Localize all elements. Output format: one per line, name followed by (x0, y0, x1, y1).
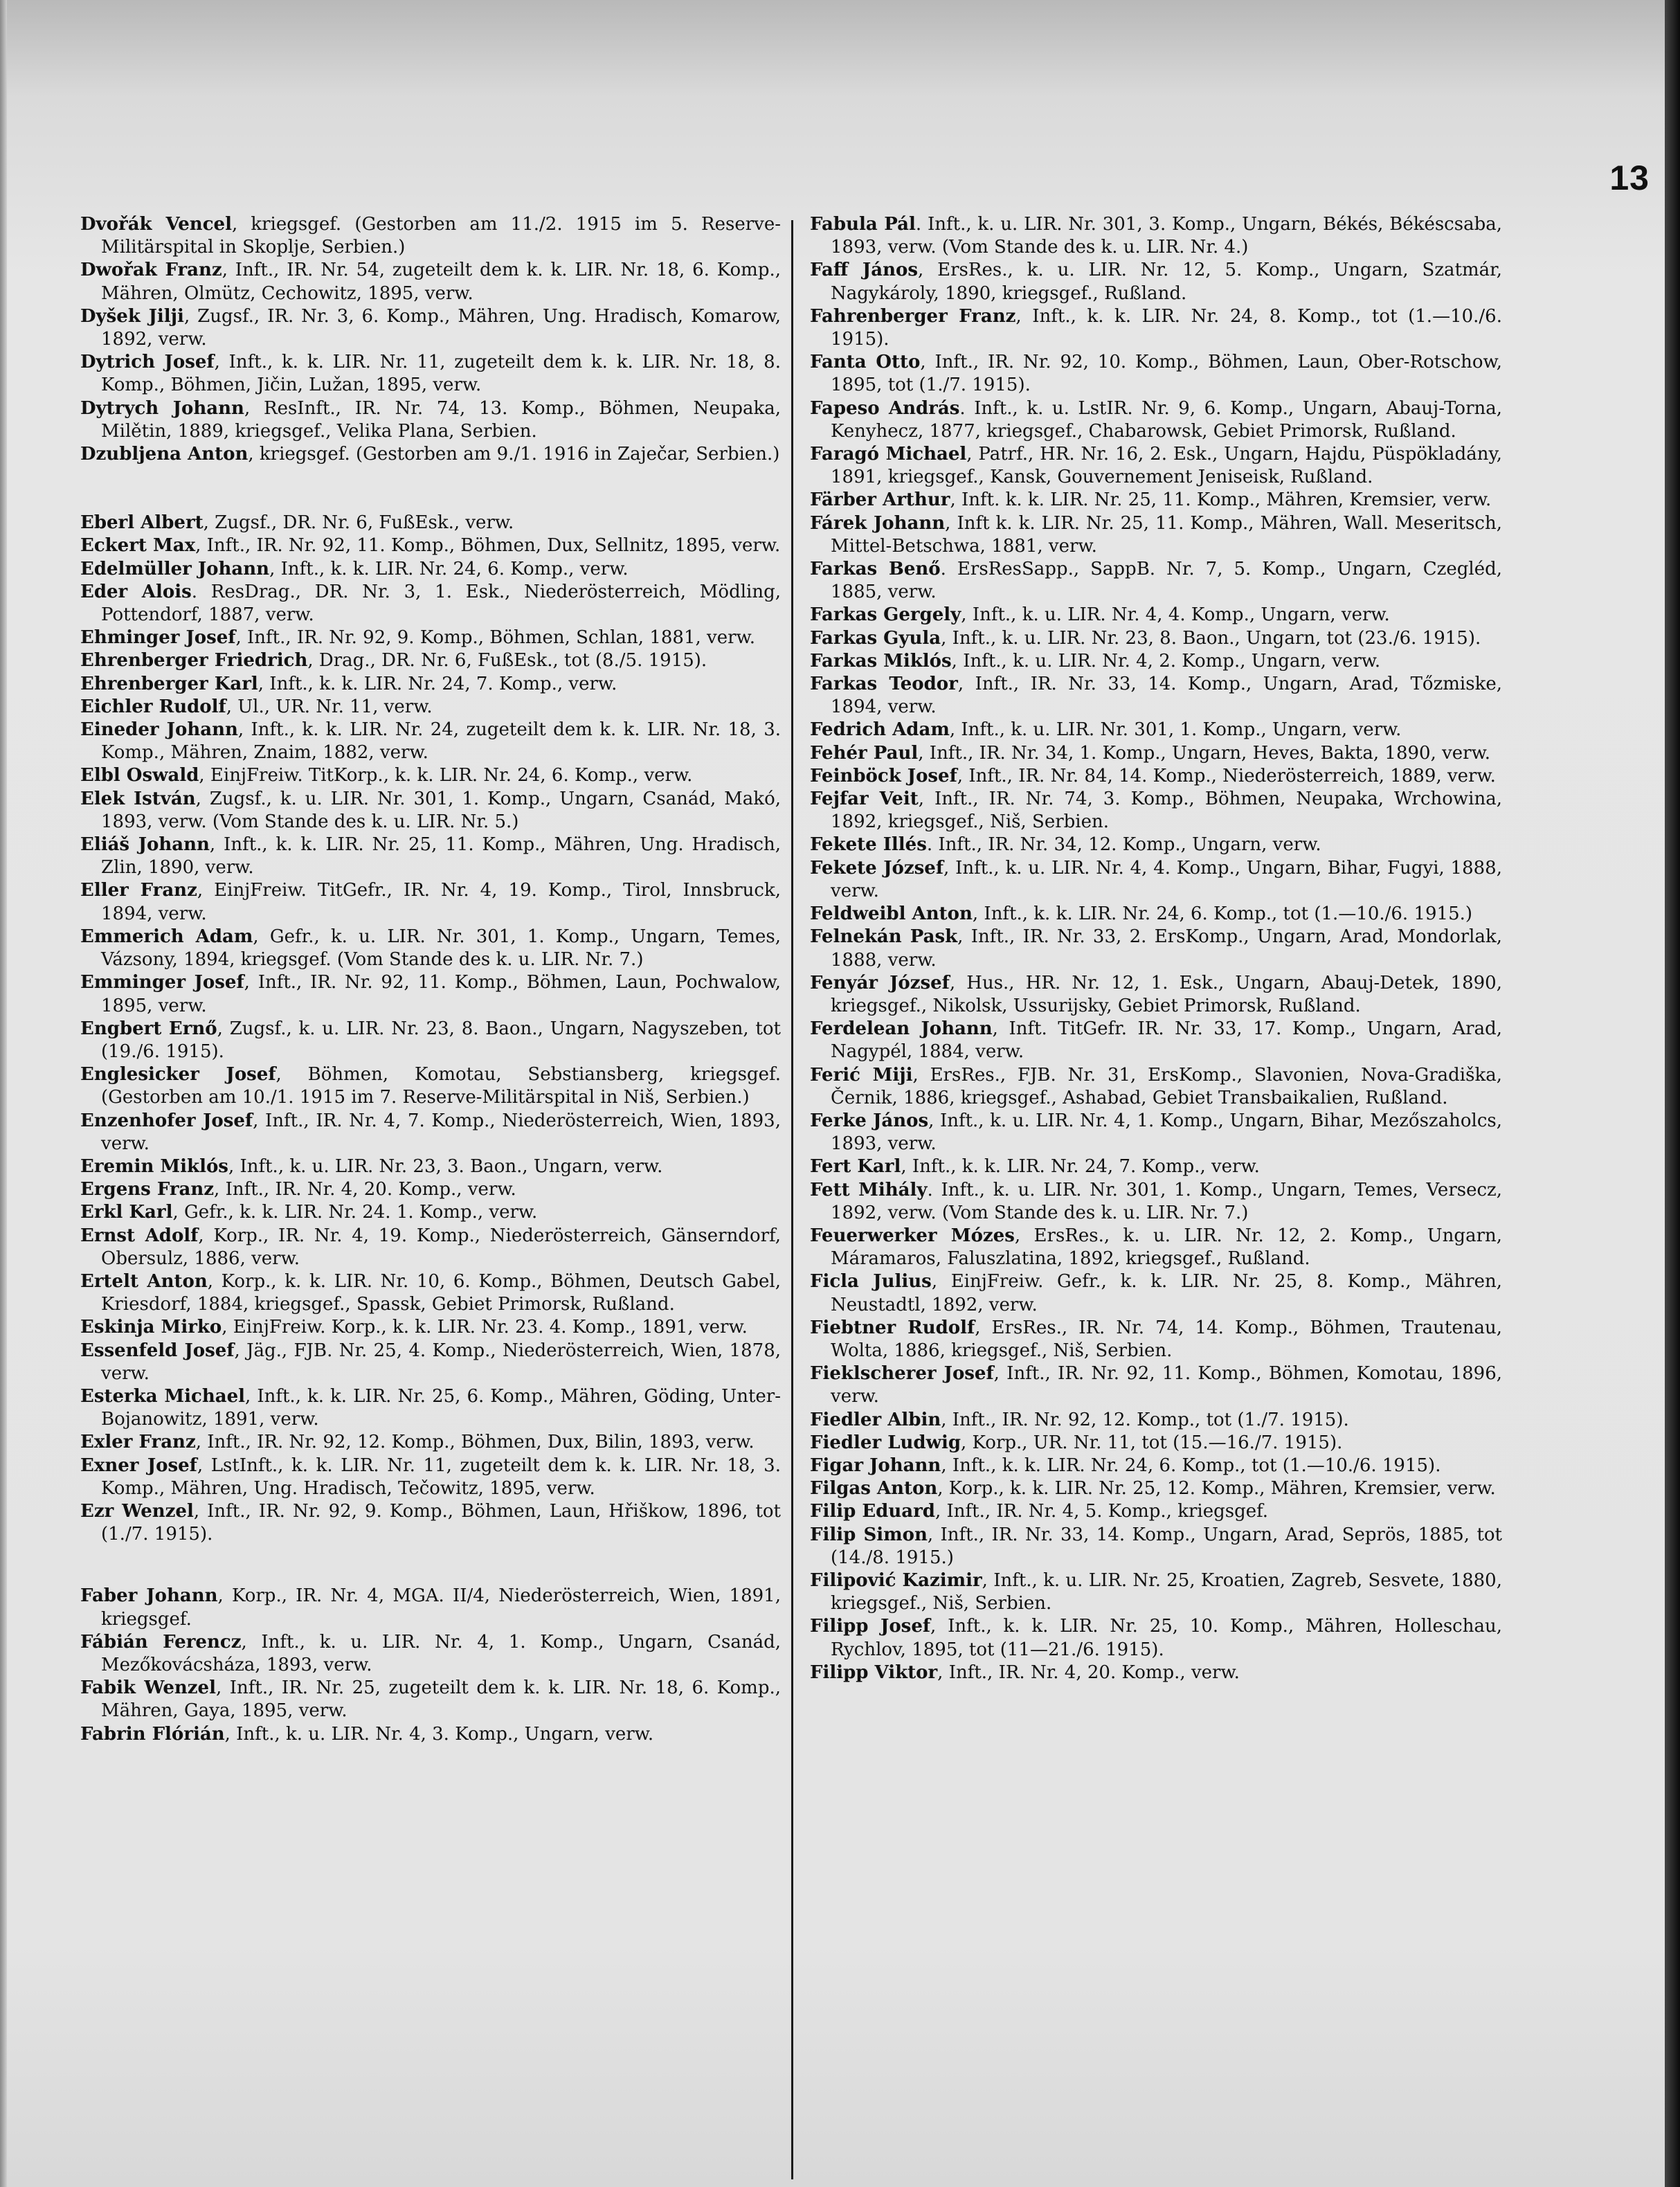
list-entry: Farkas Benő. ErsResSapp., SappB. Nr. 7, 5. Komp., Ungarn, Czegléd, 1885, verw. (810, 559, 1502, 603)
list-entry: Eckert Max, Inft., IR. Nr. 92, 11. Komp., Böhmen, Dux, Sellnitz, 1895, verw. (80, 535, 781, 557)
list-entry: Edelmüller Johann, Inft., k. k. LIR. Nr. 24, 6. Komp., verw. (80, 558, 629, 579)
list-entry: Fabrin Flórián, Inft., k. u. LIR. Nr. 4, 3. Komp., Ungarn, verw. (80, 1723, 654, 1745)
list-entry: Fabik Wenzel, Inft., IR. Nr. 25, zugeteilt dem k. k. LIR. Nr. 18, 6. Komp., Mähren, Gaya, 1895, verw. (80, 1677, 781, 1722)
list-entry: Dytrich Josef, Inft., k. k. LIR. Nr. 11, zugeteilt dem k. k. LIR. Nr. 18, 8. Komp., Böhmen, Jičin, Lužan, 1895, verw. (80, 352, 781, 396)
entry-group-d (80, 213, 781, 466)
list-entry: Feldweibl Anton, Inft., k. k. LIR. Nr. 24, 6. Komp., tot (1.—10./6. 1915.) (810, 903, 1473, 925)
list-entry: Feinböck Josef, Inft., IR. Nr. 84, 14. Komp., Niederösterreich, 1889, verw. (810, 765, 1496, 786)
list-entry: Enzenhofer Josef, Inft., IR. Nr. 4, 7. Komp., Niederösterreich, Wien, 1893, verw. (80, 1110, 781, 1154)
list-entry: Filipp Viktor, Inft., IR. Nr. 4, 20. Komp., verw. (810, 1662, 1240, 1683)
list-entry: Elek István, Zugsf., k. u. LIR. Nr. 301, 1. Komp., Ungarn, Csanád, Makó, 1893, verw. (Vom Stande des k. u. LIR. Nr. 5.) (80, 788, 781, 832)
list-entry: Fiedler Albin, Inft., IR. Nr. 92, 12. Komp., tot (1./7. 1915). (810, 1409, 1349, 1430)
list-entry: Fehér Paul, Inft., IR. Nr. 34, 1. Komp., Ungarn, Heves, Bakta, 1890, verw. (810, 742, 1491, 764)
list-entry: Ehminger Josef, Inft., IR. Nr. 92, 9. Komp., Böhmen, Schlan, 1881, verw. (80, 627, 755, 649)
entry-group-f (80, 1585, 781, 1745)
list-entry: Fabula Pál. Inft., k. u. LIR. Nr. 301, 3. Komp., Ungarn, Békés, Békéscsaba, 1893, verw. (Vom Stande des k. u. LIR. Nr. 4.) (810, 214, 1502, 258)
list-entry: Farkas Miklós, Inft., k. u. LIR. Nr. 4, 2. Komp., Ungarn, verw. (810, 650, 1381, 672)
list-entry: Erkl Karl, Gefr., k. k. LIR. Nr. 24. 1. Komp., verw. (80, 1202, 538, 1223)
list-entry: Farkas Teodor, Inft., IR. Nr. 33, 14. Komp., Ungarn, Arad, Tőzmiske, 1894, verw. (810, 674, 1502, 718)
list-entry: Felnekán Pask, Inft., IR. Nr. 33, 2. ErsKomp., Ungarn, Arad, Mondorlak, 1888, verw. (810, 926, 1503, 971)
list-entry: Fiedler Ludwig, Korp., UR. Nr. 11, tot (15.—16./7. 1915). (810, 1432, 1343, 1453)
list-entry: Feuerwerker Mózes, ErsRes., k. u. LIR. Nr. 12, 2. Komp., Ungarn, Máramaros, Faluszlatina, 1892, kriegsgef., Rußland. (810, 1225, 1503, 1270)
list-entry: Dytrych Johann, ResInft., IR. Nr. 74, 13. Komp., Böhmen, Neupaka, Milětin, 1889, kriegsgef., Velika Plana, Serbien. (80, 397, 781, 442)
list-entry: Fárek Johann, Inft k. k. LIR. Nr. 25, 11. Komp., Mähren, Wall. Meseritsch, Mittel-Betschwa, 1881, verw. (810, 512, 1503, 557)
scan-right-edge (1665, 0, 1680, 2187)
list-entry: Ehrenberger Friedrich, Drag., DR. Nr. 6, FußEsk., tot (8./5. 1915). (80, 650, 707, 672)
list-entry: Eineder Johann, Inft., k. k. LIR. Nr. 24, zugeteilt dem k. k. LIR. Nr. 18, 3. Komp., Mähren, Znaim, 1882, verw. (80, 719, 782, 764)
list-entry: Filgas Anton, Korp., k. k. LIR. Nr. 25, 12. Komp., Mähren, Kremsier, verw. (810, 1478, 1496, 1500)
list-entry: Fekete József, Inft., k. u. LIR. Nr. 4, 4. Komp., Ungarn, Bihar, Fugyi, 1888, verw. (810, 857, 1502, 901)
list-entry: Filipović Kazimir, Inft., k. u. LIR. Nr. 25, Kroatien, Zagreb, Sesvete, 1880, kriegsgef., Niš, Serbien. (810, 1569, 1502, 1614)
list-entry: Ezr Wenzel, Inft., IR. Nr. 92, 9. Komp., Böhmen, Laun, Hřiškow, 1896, tot (1./7. 1915). (80, 1500, 781, 1545)
list-entry: Ferić Miji, ErsRes., FJB. Nr. 31, ErsKomp., Slavonien, Nova-Gradiška, Černik, 1886, kriegsgef., Ashabad, Gebiet Transbaikalien, Rußland. (810, 1064, 1502, 1108)
right-column (810, 213, 1502, 1684)
list-entry: Fiebtner Rudolf, ErsRes., IR. Nr. 74, 14. Komp., Böhmen, Trautenau, Wolta, 1886, kriegsgef., Niš, Serbien. (810, 1317, 1503, 1361)
list-entry: Eder Alois. ResDrag., DR. Nr. 3, 1. Esk., Niederösterreich, Mödling, Pottendorf, 1887, verw. (80, 581, 781, 626)
list-entry: Fanta Otto, Inft., IR. Nr. 92, 10. Komp., Böhmen, Laun, Ober-Rotschow, 1895, tot (1./7. 1915). (810, 352, 1502, 396)
list-entry: Elbl Oswald, EinjFreiw. TitKorp., k. k. LIR. Nr. 24, 6. Komp., verw. (80, 765, 693, 786)
list-entry: Eller Franz, EinjFreiw. TitGefr., IR. Nr. 4, 19. Komp., Tirol, Innsbruck, 1894, verw. (80, 880, 781, 924)
list-entry: Färber Arthur, Inft. k. k. LIR. Nr. 25, 11. Komp., Mähren, Kremsier, verw. (810, 489, 1492, 511)
list-entry: Dyšek Jilji, Zugsf., IR. Nr. 3, 6. Komp., Mähren, Ung. Hradisch, Komarow, 1892, verw. (80, 305, 781, 350)
list-entry: Exner Josef, LstInft., k. k. LIR. Nr. 11, zugeteilt dem k. k. LIR. Nr. 18, 3. Komp., Mähren, Ung. Hradisch, Tečowitz, 1895, verw. (80, 1455, 781, 1499)
list-entry: Faber Johann, Korp., IR. Nr. 4, MGA. II/4, Niederösterreich, Wien, 1891, kriegsgef. (80, 1585, 781, 1630)
entry-group-e (80, 512, 781, 1546)
list-entry: Eskinja Mirko, EinjFreiw. Korp., k. k. LIR. Nr. 23. 4. Komp., 1891, verw. (80, 1317, 748, 1338)
list-entry: Eichler Rudolf, Ul., UR. Nr. 11, verw. (80, 696, 433, 717)
list-entry: Fapeso András. Inft., k. u. LstIR. Nr. 9, 6. Komp., Ungarn, Abauj-Torna, Kenyhecz, 1877, kriegsgef., Chabarowsk, Gebiet Primorsk, Rußland. (810, 397, 1503, 442)
list-entry: Fahrenberger Franz, Inft., k. k. LIR. Nr. 24, 8. Komp., tot (1.—10./6. 1915). (810, 305, 1502, 350)
list-entry: Fenyár József, Hus., HR. Nr. 12, 1. Esk., Ungarn, Abauj-Detek, 1890, kriegsgef., Nikolsk, Ussurijsky, Gebiet Primorsk, Rußland. (810, 972, 1502, 1016)
list-entry: Engbert Ernő, Zugsf., k. u. LIR. Nr. 23, 8. Baon., Ungarn, Nagyszeben, tot (19./6. 1915). (80, 1018, 781, 1062)
list-entry: Esterka Michael, Inft., k. k. LIR. Nr. 25, 6. Komp., Mähren, Göding, Unter-Bojanowitz, 1891, verw. (80, 1385, 782, 1430)
list-entry: Fejfar Veit, Inft., IR. Nr. 74, 3. Komp., Böhmen, Neupaka, Wrchowina, 1892, kriegsgef., Niš, Serbien. (810, 789, 1503, 833)
list-entry: Eliáš Johann, Inft., k. k. LIR. Nr. 25, 11. Komp., Mähren, Ung. Hradisch, Zlin, 1890, verw. (80, 834, 782, 879)
list-entry: Farkas Gyula, Inft., k. u. LIR. Nr. 23, 8. Baon., Ungarn, tot (23./6. 1915). (810, 627, 1481, 649)
column-divider (791, 220, 793, 2179)
list-entry: Faragó Michael, Patrf., HR. Nr. 16, 2. Esk., Ungarn, Hajdu, Püspökladány, 1891, kriegsgef., Kansk, Gouvernement Jeniseisk, Rußland. (810, 444, 1502, 488)
list-entry: Filip Eduard, Inft., IR. Nr. 4, 5. Komp., kriegsgef. (810, 1501, 1269, 1522)
page-number: 13 (1609, 159, 1650, 197)
list-entry: Ficla Julius, EinjFreiw. Gefr., k. k. LIR. Nr. 25, 8. Komp., Mähren, Neustadtl, 1892, verw. (810, 1271, 1502, 1315)
list-entry: Fábián Ferencz, Inft., k. u. LIR. Nr. 4, 1. Komp., Ungarn, Csanád, Mezőkovácsháza, 1893, verw. (80, 1631, 781, 1675)
list-entry: Fett Mihály. Inft., k. u. LIR. Nr. 301, 1. Komp., Ungarn, Temes, Versecz, 1892, verw. (Vom Stande des k. u. LIR. Nr. 7.) (810, 1179, 1502, 1223)
list-entry: Farkas Gergely, Inft., k. u. LIR. Nr. 4, 4. Komp., Ungarn, verw. (810, 604, 1390, 626)
section-gap (80, 1546, 781, 1585)
list-entry: Ehrenberger Karl, Inft., k. k. LIR. Nr. 24, 7. Komp., verw. (80, 673, 617, 694)
list-entry: Ferdelean Johann, Inft. TitGefr. IR. Nr. 33, 17. Komp., Ungarn, Arad, Nagypél, 1884, verw. (810, 1018, 1502, 1063)
list-entry: Englesicker Josef, Böhmen, Komotau, Sebstiansberg, kriegsgef. (Gestorben am 10./1. 1915 im 7. Reserve-Militärspital in Niš, Serbien.) (80, 1064, 781, 1108)
list-entry: Eberl Albert, Zugsf., DR. Nr. 6, FußEsk., verw. (80, 512, 514, 534)
list-entry: Exler Franz, Inft., IR. Nr. 92, 12. Komp., Böhmen, Dux, Bilin, 1893, verw. (80, 1432, 755, 1453)
section-gap (80, 466, 781, 512)
list-entry: Dwořak Franz, Inft., IR. Nr. 54, zugeteilt dem k. k. LIR. Nr. 18, 6. Komp., Mähren, Olmütz, Cechowitz, 1895, verw. (80, 260, 781, 304)
list-entry: Filip Simon, Inft., IR. Nr. 33, 14. Komp., Ungarn, Arad, Seprös, 1885, tot (14./8. 1915.) (810, 1524, 1502, 1568)
list-entry: Ferke János, Inft., k. u. LIR. Nr. 4, 1. Komp., Ungarn, Bihar, Mezőszaholcs, 1893, verw. (810, 1110, 1502, 1155)
left-column (80, 213, 781, 1746)
list-entry: Fekete Illés. Inft., IR. Nr. 34, 12. Komp., Ungarn, verw. (810, 834, 1321, 856)
list-entry: Figar Johann, Inft., k. k. LIR. Nr. 24, 6. Komp., tot (1.—10./6. 1915). (810, 1455, 1441, 1476)
list-entry: Fert Karl, Inft., k. k. LIR. Nr. 24, 7. Komp., verw. (810, 1156, 1260, 1178)
scan-left-edge (0, 0, 7, 2187)
list-entry: Ertelt Anton, Korp., k. k. LIR. Nr. 10, 6. Komp., Böhmen, Deutsch Gabel, Kriesdorf, 1884, kriegsgef., Spassk, Gebiet Primorsk, Rußland. (80, 1270, 781, 1315)
list-entry: Essenfeld Josef, Jäg., FJB. Nr. 25, 4. Komp., Niederösterreich, Wien, 1878, verw. (80, 1340, 781, 1384)
list-entry: Dvořák Vencel, kriegsgef. (Gestorben am 11./2. 1915 im 5. Reserve-Militärspital in Skoplje, Serbien.) (80, 214, 781, 258)
list-entry: Filipp Josef, Inft., k. k. LIR. Nr. 25, 10. Komp., Mähren, Holleschau, Rychlov, 1895, tot (11—21./6. 1915). (810, 1616, 1502, 1660)
list-entry: Eremin Miklós, Inft., k. u. LIR. Nr. 23, 3. Baon., Ungarn, verw. (80, 1155, 663, 1177)
list-entry: Dzubljena Anton, kriegsgef. (Gestorben am 9./1. 1916 in Zaječar, Serbien.) (80, 444, 780, 465)
list-entry: Ergens Franz, Inft., IR. Nr. 4, 20. Komp., verw. (80, 1179, 516, 1200)
list-entry: Ernst Adolf, Korp., IR. Nr. 4, 19. Komp., Niederösterreich, Gänserndorf, Obersulz, 1886, verw. (80, 1225, 781, 1269)
list-entry: Emminger Josef, Inft., IR. Nr. 92, 11. Komp., Böhmen, Laun, Pochwalow, 1895, verw. (80, 972, 781, 1016)
list-entry: Fedrich Adam, Inft., k. u. LIR. Nr. 301, 1. Komp., Ungarn, verw. (810, 719, 1402, 741)
list-entry: Faff János, ErsRes., k. u. LIR. Nr. 12, 5. Komp., Ungarn, Szatmár, Nagykároly, 1890, kriegsgef., Rußland. (810, 260, 1503, 304)
list-entry: Fieklscherer Josef, Inft., IR. Nr. 92, 11. Komp., Böhmen, Komotau, 1896, verw. (810, 1363, 1503, 1407)
list-entry: Emmerich Adam, Gefr., k. u. LIR. Nr. 301, 1. Komp., Ungarn, Temes, Vázsony, 1894, kriegsgef. (Vom Stande des k. u. LIR. Nr. 7.) (80, 926, 781, 971)
